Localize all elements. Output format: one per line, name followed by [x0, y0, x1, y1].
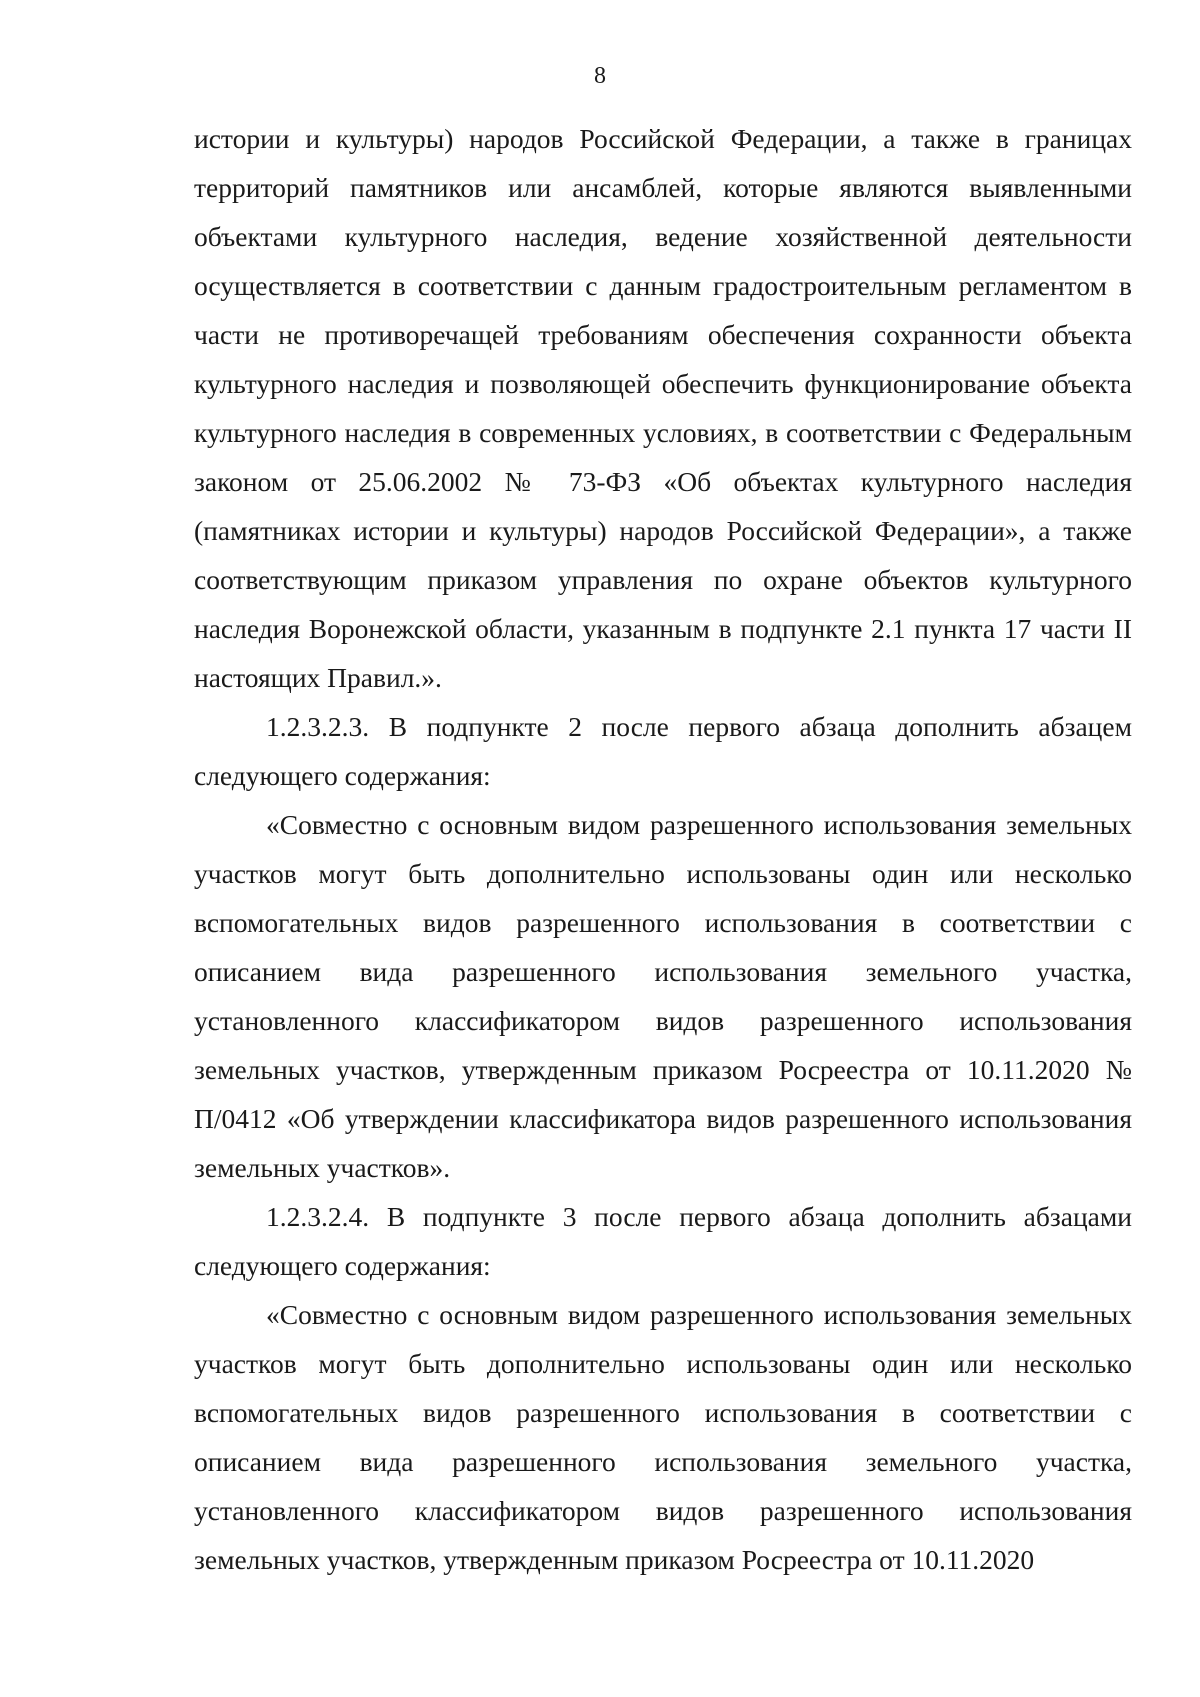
paragraph-item-1-2-3-2-3: 1.2.3.2.3. В подпункте 2 после первого абзаца дополнить абзацем следующего содержания: [194, 711, 1132, 791]
document-body [194, 114, 1132, 1584]
paragraph-quote-2: «Совместно с основным видом разрешенного использования земельных участков могут быть дополнительно использованы один или несколько вспомогательных видов разрешенного использования в соответствии с описанием вида разрешенного использования земельного участка, установленного классификатором видов разрешенного использования земельных участков, утвержденным приказом Росреестра от 10.11.2020 [194, 1299, 1132, 1575]
paragraph-quote-1: «Совместно с основным видом разрешенного использования земельных участков могут быть дополнительно использованы один или несколько вспомогательных видов разрешенного использования в соответствии с описанием вида разрешенного использования земельного участка, установленного классификатором видов разрешенного использования земельных участков, утвержденным приказом Росреестра от 10.11.2020 № П/0412 «Об утверждении классификатора видов разрешенного использования земельных участков». [194, 809, 1132, 1183]
paragraph-continuation: истории и культуры) народов Российской Федерации, а также в границах территорий памятников или ансамблей, которые являются выявленными объектами культурного наследия, ведение хозяйственной деятельности осуществляется в соответствии с данным градостроительным регламентом в части не противоречащей требованиям обеспечения сохранности объекта культурного наследия и позволяющей обеспечить функционирование объекта культурного наследия в современных условиях, в соответствии с Федеральным законом от 25.06.2002 № 73-ФЗ «Об объектах культурного наследия (памятниках истории и культуры) народов Российской Федерации», а также соответствующим приказом управления по охране объектов культурного наследия Воронежской области, указанным в подпункте 2.1 пункта 17 части II настоящих Правил.». [194, 123, 1132, 693]
page-number: 8 [594, 63, 606, 89]
paragraph-item-1-2-3-2-4: 1.2.3.2.4. В подпункте 3 после первого абзаца дополнить абзацами следующего содержания: [194, 1201, 1132, 1281]
